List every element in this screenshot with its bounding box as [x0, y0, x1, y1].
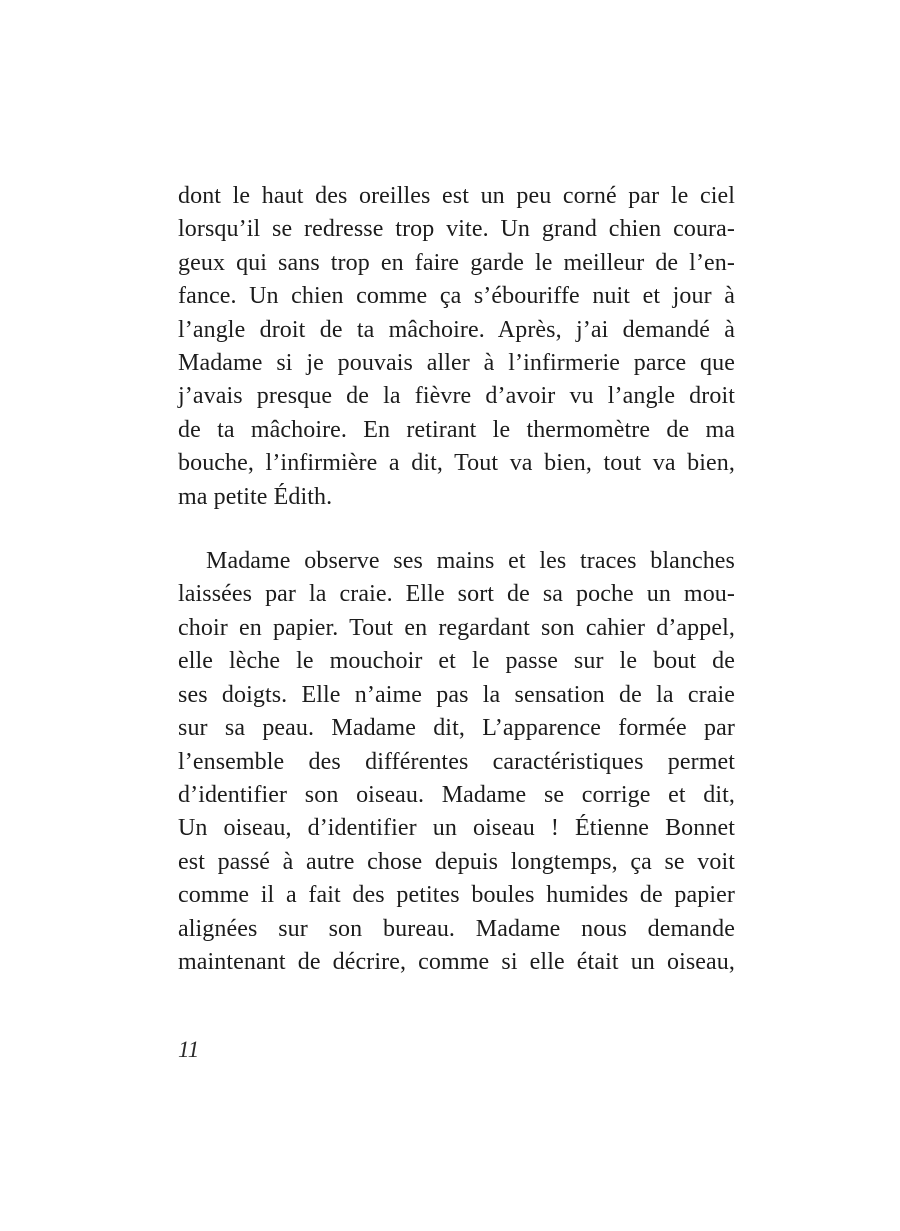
text-line: choir en papier. Tout en regardant son cahier d’appel,	[178, 614, 735, 641]
text-line: alignées sur son bureau. Madame nous demande	[178, 915, 735, 942]
text-line: l’angle droit de ta mâchoire. Après, j’ai demandé à	[178, 316, 735, 343]
text-line: maintenant de décrire, comme si elle était un oiseau,	[178, 948, 735, 975]
text-line: l’ensemble des différentes caractéristiques permet	[178, 748, 735, 775]
text-line: bouche, l’infirmière a dit, Tout va bien, tout va bien,	[178, 450, 735, 477]
text-line: comme il a fait des petites boules humides de papier	[178, 882, 735, 909]
text-line: geux qui sans trop en faire garde le meilleur de l’en-	[178, 249, 735, 276]
text-line: ses doigts. Elle n’aime pas la sensation de la craie	[178, 681, 735, 708]
paragraph-2	[178, 545, 735, 979]
paragraph-1	[178, 180, 735, 514]
page-number: 11	[178, 1037, 200, 1062]
text-line: sur sa peau. Madame dit, L’apparence formée par	[178, 715, 735, 742]
text-line: est passé à autre chose depuis longtemps, ça se voit	[178, 848, 735, 875]
text-line: de ta mâchoire. En retirant le thermomètre de ma	[178, 416, 735, 443]
text-line: laissées par la craie. Elle sort de sa poche un mou-	[178, 581, 735, 608]
text-line: elle lèche le mouchoir et le passe sur le bout de	[178, 648, 735, 675]
text-line: ma petite Édith.	[178, 483, 333, 510]
text-line: Un oiseau, d’identifier un oiseau ! Étienne Bonnet	[178, 815, 735, 842]
text-line: fance. Un chien comme ça s’ébouriffe nuit et jour à	[178, 283, 735, 310]
text-line: Madame si je pouvais aller à l’infirmerie parce que	[178, 350, 735, 377]
text-block	[178, 180, 735, 979]
text-line: Madame observe ses mains et les traces blanches	[206, 548, 735, 575]
text-line: j’avais presque de la fièvre d’avoir vu l’angle droit	[178, 383, 735, 410]
text-line: dont le haut des oreilles est un peu corné par le ciel	[178, 183, 735, 209]
text-line: lorsqu’il se redresse trop vite. Un grand chien coura-	[178, 216, 735, 243]
text-line: d’identifier son oiseau. Madame se corrige et dit,	[178, 781, 735, 808]
